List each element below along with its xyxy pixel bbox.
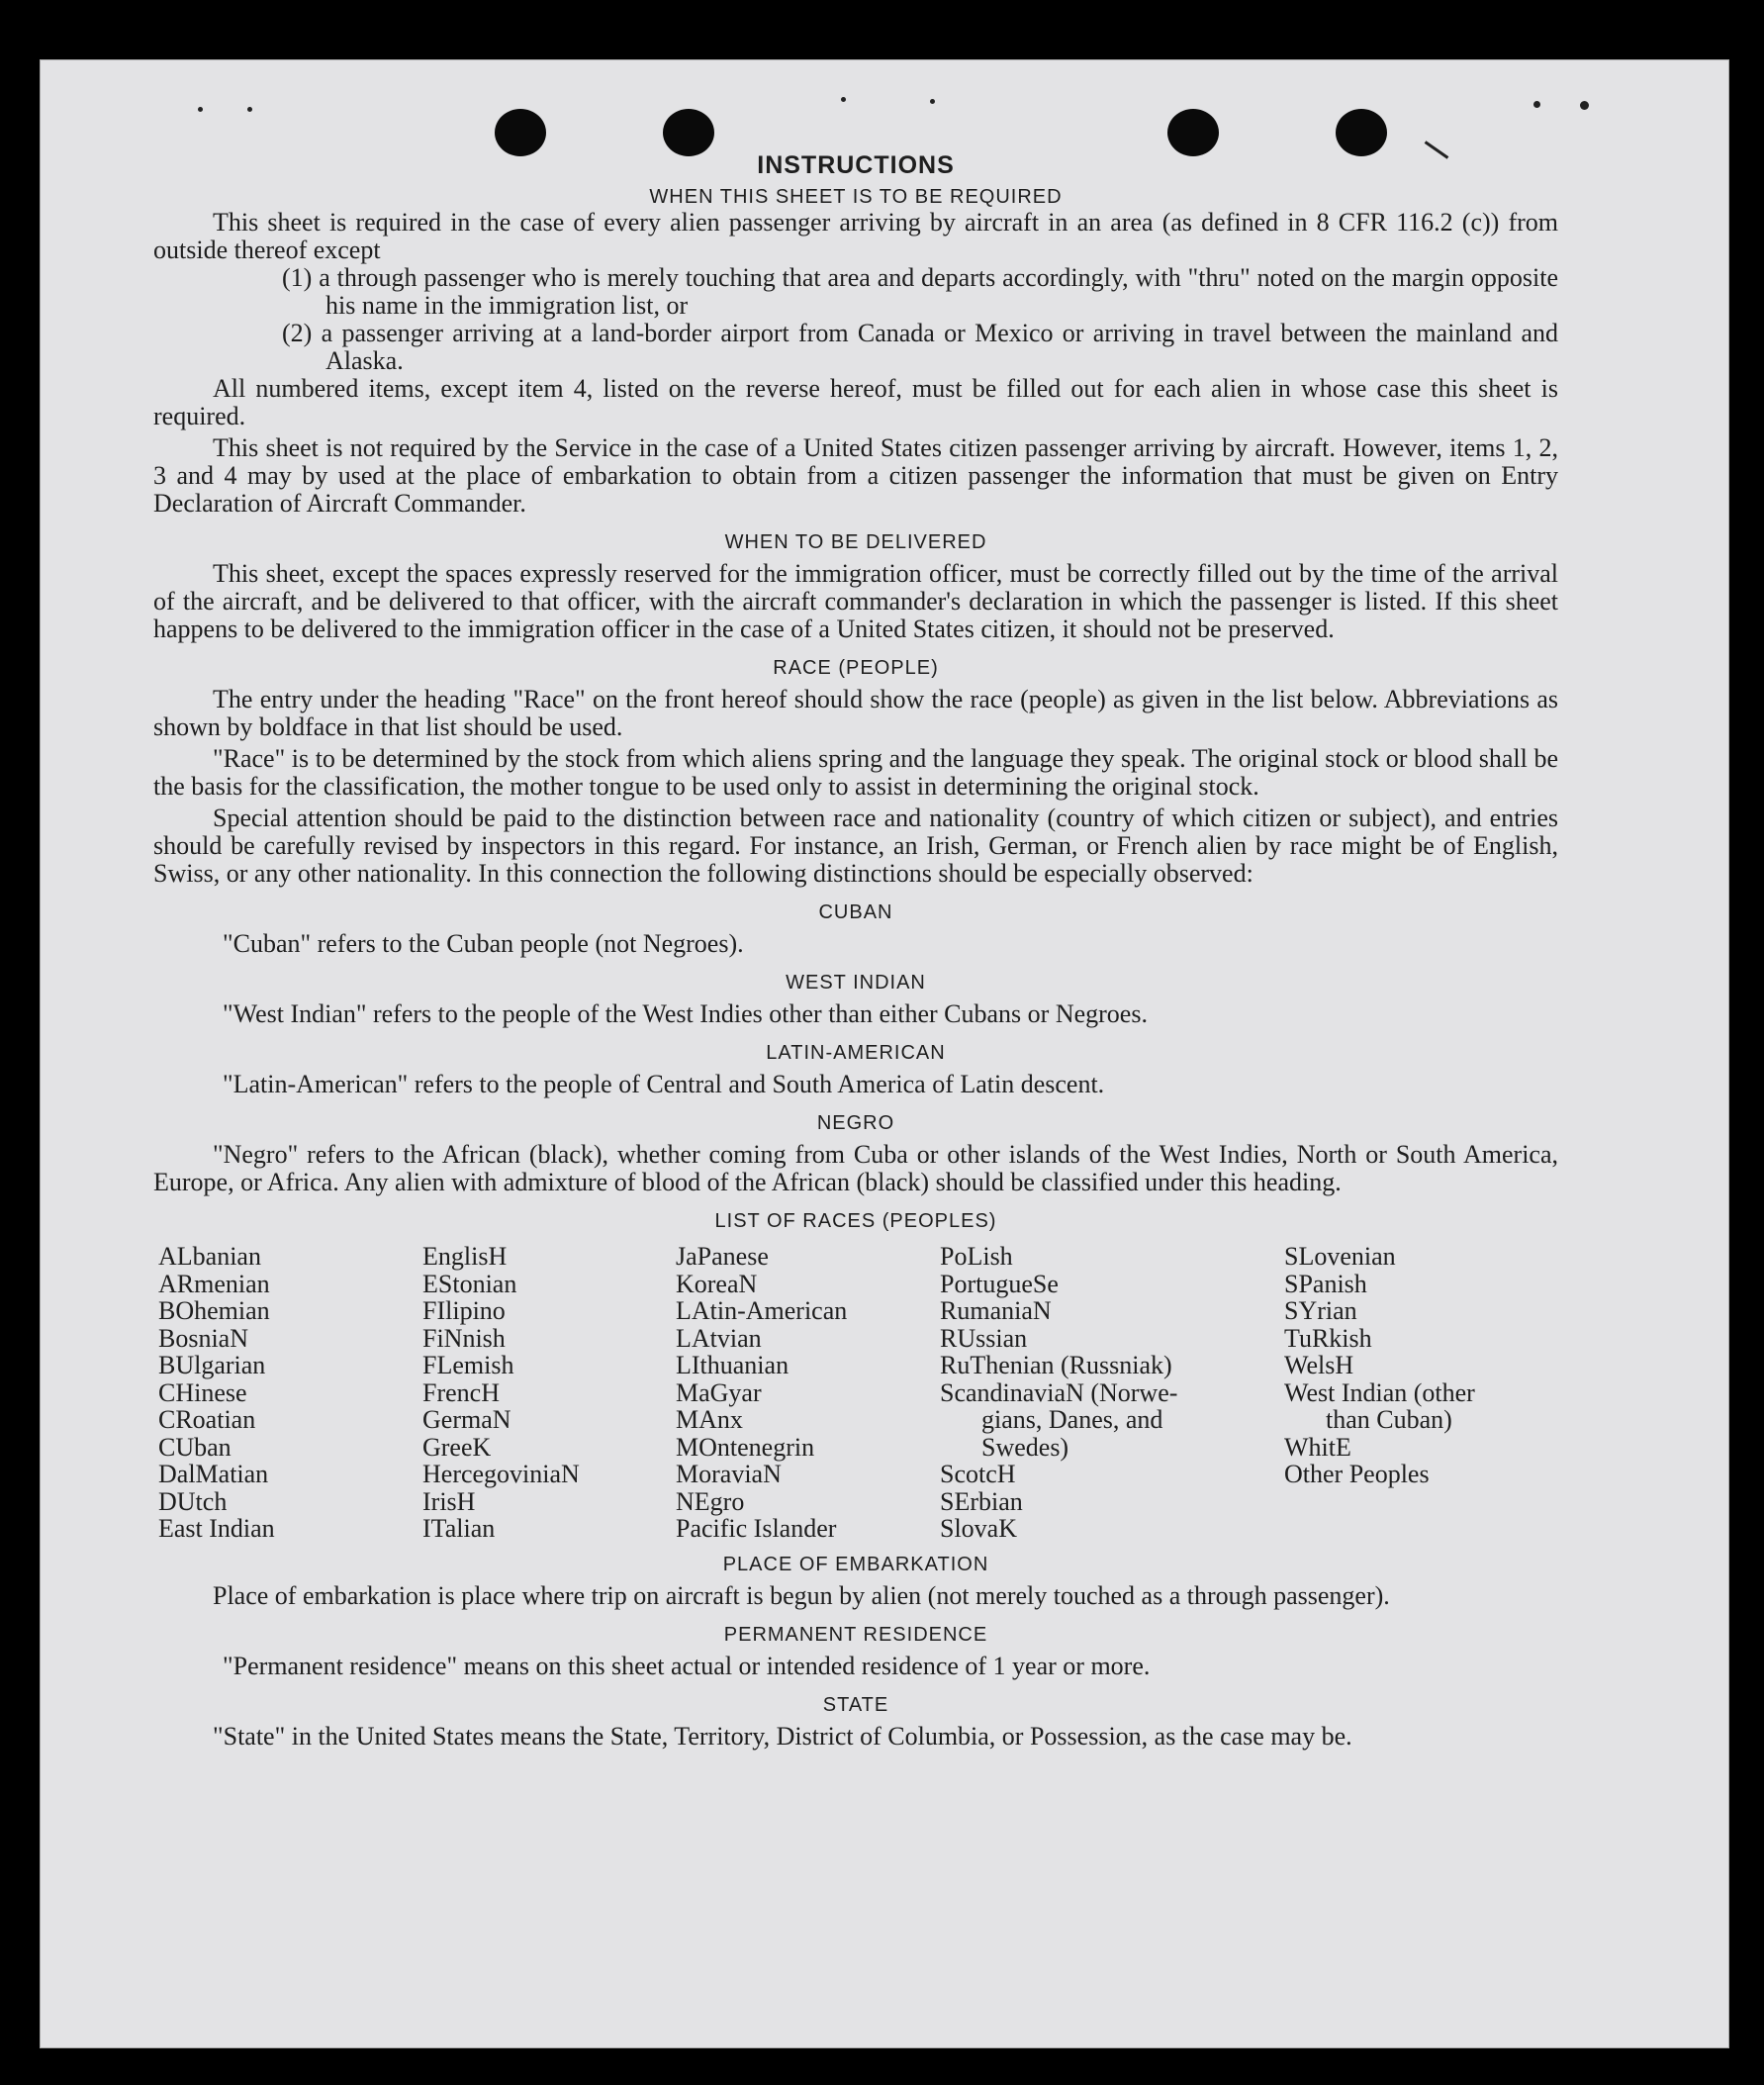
race-entry: Other Peoples bbox=[1284, 1460, 1430, 1488]
races-list bbox=[153, 1243, 1558, 1550]
section-heading-embarkation: PLACE OF EMBARKATION bbox=[722, 1554, 989, 1575]
race-entry: IrisH bbox=[422, 1486, 476, 1516]
race-entry: BOhemian bbox=[158, 1296, 270, 1325]
race-entry: RUssian bbox=[940, 1323, 1028, 1353]
race-entry: EStonian bbox=[422, 1269, 517, 1298]
section-heading-west-indian: WEST INDIAN bbox=[786, 972, 926, 994]
race-entry: CUban bbox=[158, 1432, 232, 1462]
race-entry: BosniaN bbox=[158, 1323, 248, 1353]
race-entry: FrencH bbox=[422, 1377, 500, 1407]
race-entry: HercegoviniaN bbox=[422, 1460, 580, 1488]
race-entry: gians, Danes, and bbox=[981, 1405, 1163, 1434]
race-entry: GreeK bbox=[422, 1432, 492, 1462]
race-entry: ITalian bbox=[422, 1514, 496, 1543]
race-entry: DUtch bbox=[158, 1486, 228, 1516]
race-entry: BUlgarian bbox=[158, 1351, 266, 1379]
races-column bbox=[158, 1243, 275, 1543]
race-entry: MOntenegrin bbox=[676, 1432, 815, 1462]
race-entry: SErbian bbox=[940, 1486, 1023, 1516]
section-heading-delivered: WHEN TO BE DELIVERED bbox=[724, 531, 987, 553]
race-entry: Pacific Islander bbox=[676, 1514, 837, 1543]
race-entry: JaPanese bbox=[676, 1242, 769, 1271]
race-entry: CHinese bbox=[158, 1377, 247, 1407]
definition: "Permanent residence" means on this sheet actual or intended residence of 1 year or more. bbox=[223, 1652, 1151, 1680]
paragraph: This sheet is required in the case of every alien passenger arriving by aircraft in an area (as defined in 8 CFR 116.2 (c)) from outside thereof except bbox=[153, 208, 1558, 264]
race-entry: RuThenian (Russniak) bbox=[940, 1351, 1172, 1379]
race-entry: LIthuanian bbox=[676, 1351, 789, 1379]
races-column bbox=[422, 1243, 580, 1543]
page-title: INSTRUCTIONS bbox=[757, 151, 955, 179]
race-entry: than Cuban) bbox=[1326, 1405, 1452, 1434]
paragraph: This sheet, except the spaces expressly reserved for the immigration officer, must be correctly filled out by the time of the arrival of the aircraft, and be delivered to that officer, with the aircraft commander's declaration in which the passenger is listed. If this sheet happens to be delivered to the immigration officer in the case of a United States citizen, it should not be preserved. bbox=[153, 559, 1558, 643]
section-heading-latin-american: LATIN-AMERICAN bbox=[766, 1042, 946, 1064]
race-entry: KoreaN bbox=[676, 1269, 758, 1298]
section-heading-cuban: CUBAN bbox=[818, 901, 893, 923]
race-entry: CRoatian bbox=[158, 1405, 256, 1434]
paragraph: This sheet is not required by the Service in the case of a United States citizen passenger arriving by aircraft. However, items 1, 2, 3 and 4 may by used at the place of embarkation to obtain from a citizen passenger the information that must be given on Entry Declaration of Aircraft Commander. bbox=[153, 433, 1558, 518]
section-heading-negro: NEGRO bbox=[816, 1112, 895, 1134]
section-heading-race: RACE (PEOPLE) bbox=[773, 657, 939, 679]
race-entry: RumaniaN bbox=[940, 1296, 1052, 1325]
section-heading-state: STATE bbox=[822, 1694, 889, 1716]
race-entry: ScotcH bbox=[940, 1460, 1016, 1488]
paragraph: Special attention should be paid to the distinction between race and nationality (country of which citizen or subject), and entries should be carefully revised by inspectors in this regard. For instance, an Irish, German, or French alien by race might be of English, Swiss, or any other nationality. In this connection the following distinctions should be especially observed: bbox=[153, 804, 1558, 888]
race-entry: ALbanian bbox=[158, 1242, 261, 1271]
race-entry: PortugueSe bbox=[940, 1269, 1059, 1298]
paragraph: All numbered items, except item 4, listed on the reverse hereof, must be filled out for each alien in whose case this sheet is required. bbox=[153, 374, 1558, 430]
race-entry: FIlipino bbox=[422, 1296, 506, 1325]
race-entry: SlovaK bbox=[940, 1514, 1017, 1543]
races-column bbox=[940, 1243, 1177, 1543]
race-entry: MaGyar bbox=[676, 1377, 762, 1407]
race-entry: Swedes) bbox=[981, 1432, 1069, 1462]
race-entry: MAnx bbox=[676, 1405, 743, 1434]
race-entry: East Indian bbox=[158, 1514, 275, 1543]
race-entry: DalMatian bbox=[158, 1460, 269, 1488]
race-entry: SPanish bbox=[1284, 1269, 1367, 1298]
race-entry: PoLish bbox=[940, 1242, 1013, 1271]
race-entry: TuRkish bbox=[1284, 1323, 1372, 1353]
definition: "Cuban" refers to the Cuban people (not Negroes). bbox=[223, 929, 744, 958]
races-column bbox=[676, 1243, 847, 1543]
speck bbox=[1580, 101, 1589, 110]
race-entry: EnglisH bbox=[422, 1242, 508, 1271]
race-entry: ARmenian bbox=[158, 1269, 270, 1298]
race-entry: LAtin-American bbox=[676, 1296, 848, 1325]
races-column bbox=[1284, 1243, 1475, 1488]
paragraph: "State" in the United States means the State, Territory, District of Columbia, or Possession, as the case may be. bbox=[213, 1722, 1352, 1751]
race-entry: GermaN bbox=[422, 1405, 511, 1434]
section-heading-residence: PERMANENT RESIDENCE bbox=[723, 1624, 988, 1646]
race-entry: FiNnish bbox=[422, 1323, 506, 1353]
paragraph: The entry under the heading "Race" on the front hereof should show the race (people) as given in the list below. Abbreviations as shown by boldface in that list should be used. bbox=[153, 685, 1558, 741]
race-entry: SLovenian bbox=[1284, 1242, 1396, 1271]
list-item: (2) a passenger arriving at a land-border airport from Canada or Mexico or arriving in travel between the mainland and Alaska. bbox=[282, 319, 1558, 375]
instructions-body bbox=[153, 92, 1558, 1751]
race-entry: ScandinaviaN (Norwe- bbox=[940, 1377, 1178, 1407]
race-entry: WhitE bbox=[1284, 1432, 1351, 1462]
race-entry: West Indian (other bbox=[1284, 1377, 1475, 1407]
race-entry: MoraviaN bbox=[676, 1460, 782, 1488]
section-heading-required: WHEN THIS SHEET IS TO BE REQUIRED bbox=[649, 186, 1063, 208]
paragraph: Place of embarkation is place where trip on aircraft is begun by alien (not merely touched as a through passenger). bbox=[213, 1581, 1390, 1610]
paragraph: "Negro" refers to the African (black), whether coming from Cuba or other islands of the West Indies, North or South America, Europe, or Africa. Any alien with admixture of blood of the African (black) should be classified under this heading. bbox=[153, 1140, 1558, 1196]
definition: "West Indian" refers to the people of the West Indies other than either Cubans or Negroes. bbox=[223, 999, 1148, 1028]
race-entry: LAtvian bbox=[676, 1323, 762, 1353]
definition: "Latin-American" refers to the people of Central and South America of Latin descent. bbox=[223, 1070, 1105, 1098]
paragraph: "Race" is to be determined by the stock from which aliens spring and the language they speak. The original stock or blood shall be the basis for the classification, the mother tongue to be used only to assist in determining the original stock. bbox=[153, 744, 1558, 801]
race-entry: SYrian bbox=[1284, 1296, 1357, 1325]
race-entry: NEgro bbox=[676, 1486, 745, 1516]
race-entry: FLemish bbox=[422, 1351, 514, 1379]
section-heading-list-of-races: LIST OF RACES (PEOPLES) bbox=[714, 1210, 997, 1232]
list-item: (1) a through passenger who is merely touching that area and departs accordingly, with "thru" noted on the margin opposite his name in the immigration list, or bbox=[282, 263, 1558, 320]
race-entry: WelsH bbox=[1284, 1351, 1354, 1379]
